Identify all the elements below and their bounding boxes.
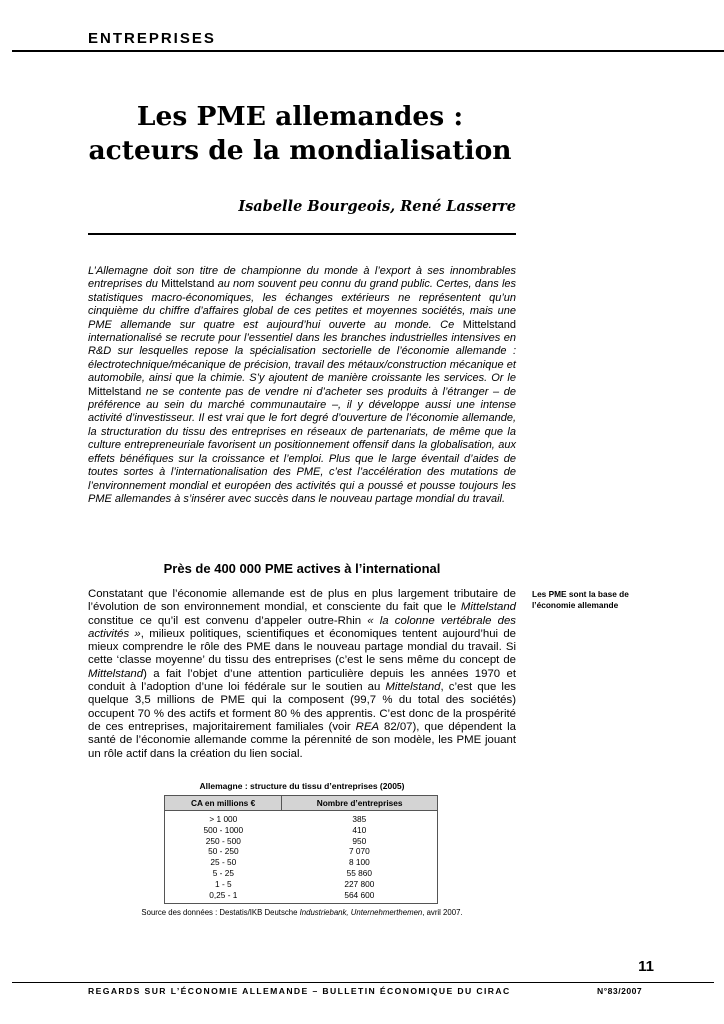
table-cell: 8 100: [348, 857, 370, 868]
abstract-text: au nom souvent peu connu du grand public. Certes, dans les statistiques macro-économiques, les échanges extérieurs ne représentent qu’un cinquième du chiffre d’affaires global de ces petites et moyennes sociétés, mais une PME allemande sur quatre est aujourd’hui ouverte au monde. Ce: [88, 278, 517, 331]
table-cell: 0,25 - 1: [209, 889, 238, 900]
body-emphasis: Mittelstand: [460, 601, 516, 614]
table-cell: > 1 000: [209, 814, 238, 824]
table-cell: 7 070: [348, 846, 370, 857]
table-cell: 1 - 5: [215, 878, 232, 889]
table-cell: 5 - 25: [212, 867, 234, 878]
column-header-count: Nombre d’entreprises: [282, 796, 438, 811]
publication-title: REGARDS SUR L’ÉCONOMIE ALLEMANDE – BULLETIN ÉCONOMIQUE DU CIRAC: [88, 986, 511, 996]
table-cell: 25 - 50: [210, 857, 237, 868]
margin-note: Les PME sont la base de l’économie allemande: [532, 589, 629, 610]
body-text: ) a fait l’objet d’une attention particulière depuis les années 1970 et conduit à l’adoption d’une loi fédérale sur le soutien au: [88, 667, 516, 694]
body-emphasis: « la colonne vertébrale des activités »: [88, 614, 516, 640]
authors-divider: [88, 233, 516, 235]
title-line-2: acteurs de la mondialisation: [88, 135, 512, 166]
abstract-text: ne se contente pas de vendre ni d’acheter ses produits à l’étranger – de préférence au sein du marché communautaire –, il y développe aussi une intense activité d’investisseur. Il est vrai que le fort degré d’ouverture de l’économie allemande, la structuration du tissu des entreprises en réseaux de partenariats, de même que la culture entrepreneuriale favorisent un positionnement offensif dans la globalisation, aux effets bénéfiques sur la croissance et l’emploi. Plus que le large éventail d’aides de toutes sortes à l’internationalisation des PME, c’est l’accélération des mutations de l’environnement mondial et européen des activités qui a poussé et pousse toujours les PME allemandes à s’insérer avec succès dans le nouveau partage mondial du travail.: [88, 385, 516, 505]
table-cell: 227 800: [344, 878, 375, 889]
table-header-row: [165, 796, 438, 811]
abstract-term: Mittelstand: [161, 278, 215, 291]
body-emphasis: Mittelstand: [88, 667, 144, 680]
abstract-text: internationalisé se recrute pour l’essentiel dans les branches industrielles intensives en R&D sur lesquelles repose la spécialisation sectorielle de l’économie allemande : électrotechnique/mécanique de précision, travail des métaux/construction mécanique et automobile, ainsi que la chimie. S’y ajoutent de manière croissante les services. Or le: [88, 332, 516, 385]
section-heading: Près de 400 000 PME actives à l’international: [163, 561, 441, 576]
body-text: constitue ce qu’il est convenu d’appeler outre-Rhin: [88, 614, 368, 627]
source-text: , avril 2007.: [422, 908, 463, 917]
abstract-text: L’Allemagne doit son titre de championne du monde à l’export à ses innombrables entreprises du: [88, 265, 516, 291]
table-row: [165, 890, 438, 904]
source-emphasis: Industriebank, Unternehmerthemen: [299, 908, 423, 917]
table-cell: 500 - 1000: [203, 824, 244, 835]
table-row: [165, 825, 438, 836]
table-cell: 564 600: [344, 889, 375, 900]
footer-divider: [12, 982, 714, 983]
table-caption: Allemagne : structure du tissu d’entreprises (2005): [199, 781, 405, 791]
table-row: [165, 879, 438, 890]
issue-number: N°83/2007: [597, 986, 643, 996]
table-cell: 50 - 250: [208, 846, 239, 857]
body-text: , milieux politiques, scientifiques et économiques tentent aujourd’hui de mieux comprendre le rôle des PME dans le nouveau partage mondial du travail. Si cette ‘classe moyenne’ du tissu des entreprises (c’est le sens même du concept de: [88, 627, 517, 667]
body-text: Constatant que l’économie allemande est de plus en plus largement tributaire de l’évolution de son environnement mondial, et consciente du fait que le: [88, 588, 516, 614]
table-row: [165, 811, 438, 825]
body-emphasis: Mittelstand: [385, 681, 441, 694]
table-cell: 410: [352, 824, 367, 835]
article-authors: Isabelle Bourgeois, René Lasserre: [238, 198, 516, 215]
enterprise-structure-table: [164, 795, 438, 904]
table-row: [165, 868, 438, 879]
table-cell: 385: [352, 814, 367, 824]
header-divider: [12, 50, 724, 52]
title-line-1: Les PME allemandes :: [136, 101, 464, 132]
abstract-term: Mittelstand: [88, 385, 142, 398]
table-cell: 250 - 500: [205, 835, 241, 846]
table-cell: 55 860: [346, 867, 373, 878]
body-paragraph: [88, 588, 516, 761]
table-cell: 950: [352, 835, 367, 846]
section-header: ENTREPRISES: [88, 30, 216, 47]
table-source: [88, 908, 516, 917]
body-text: , c’est que les quelque 3,5 millions de PME qui la composent (99,7 % du total des sociétés) occupent 70 % des actifs et forment 80 % des apprentis. C’est donc de la prospérité de ces entreprises, majoritairement familiales (voir: [88, 681, 516, 733]
abstract-term: Mittelstand: [462, 318, 516, 331]
article-abstract: [88, 265, 516, 506]
body-emphasis: REA: [355, 720, 380, 733]
body-text: 82/07), que dépendent la santé de l’économie allemande comme la pérennité de son modèle, les PME jouant un rôle actif dans la création du lien social.: [88, 720, 517, 760]
article-title: [40, 100, 560, 168]
page-number: 11: [638, 958, 654, 975]
table-row: [165, 857, 438, 868]
column-header-revenue: CA en millions €: [165, 796, 282, 811]
table-row: [165, 846, 438, 857]
table-row: [165, 836, 438, 847]
source-text: Source des données : Destatis/IKB Deutsche: [141, 908, 300, 917]
